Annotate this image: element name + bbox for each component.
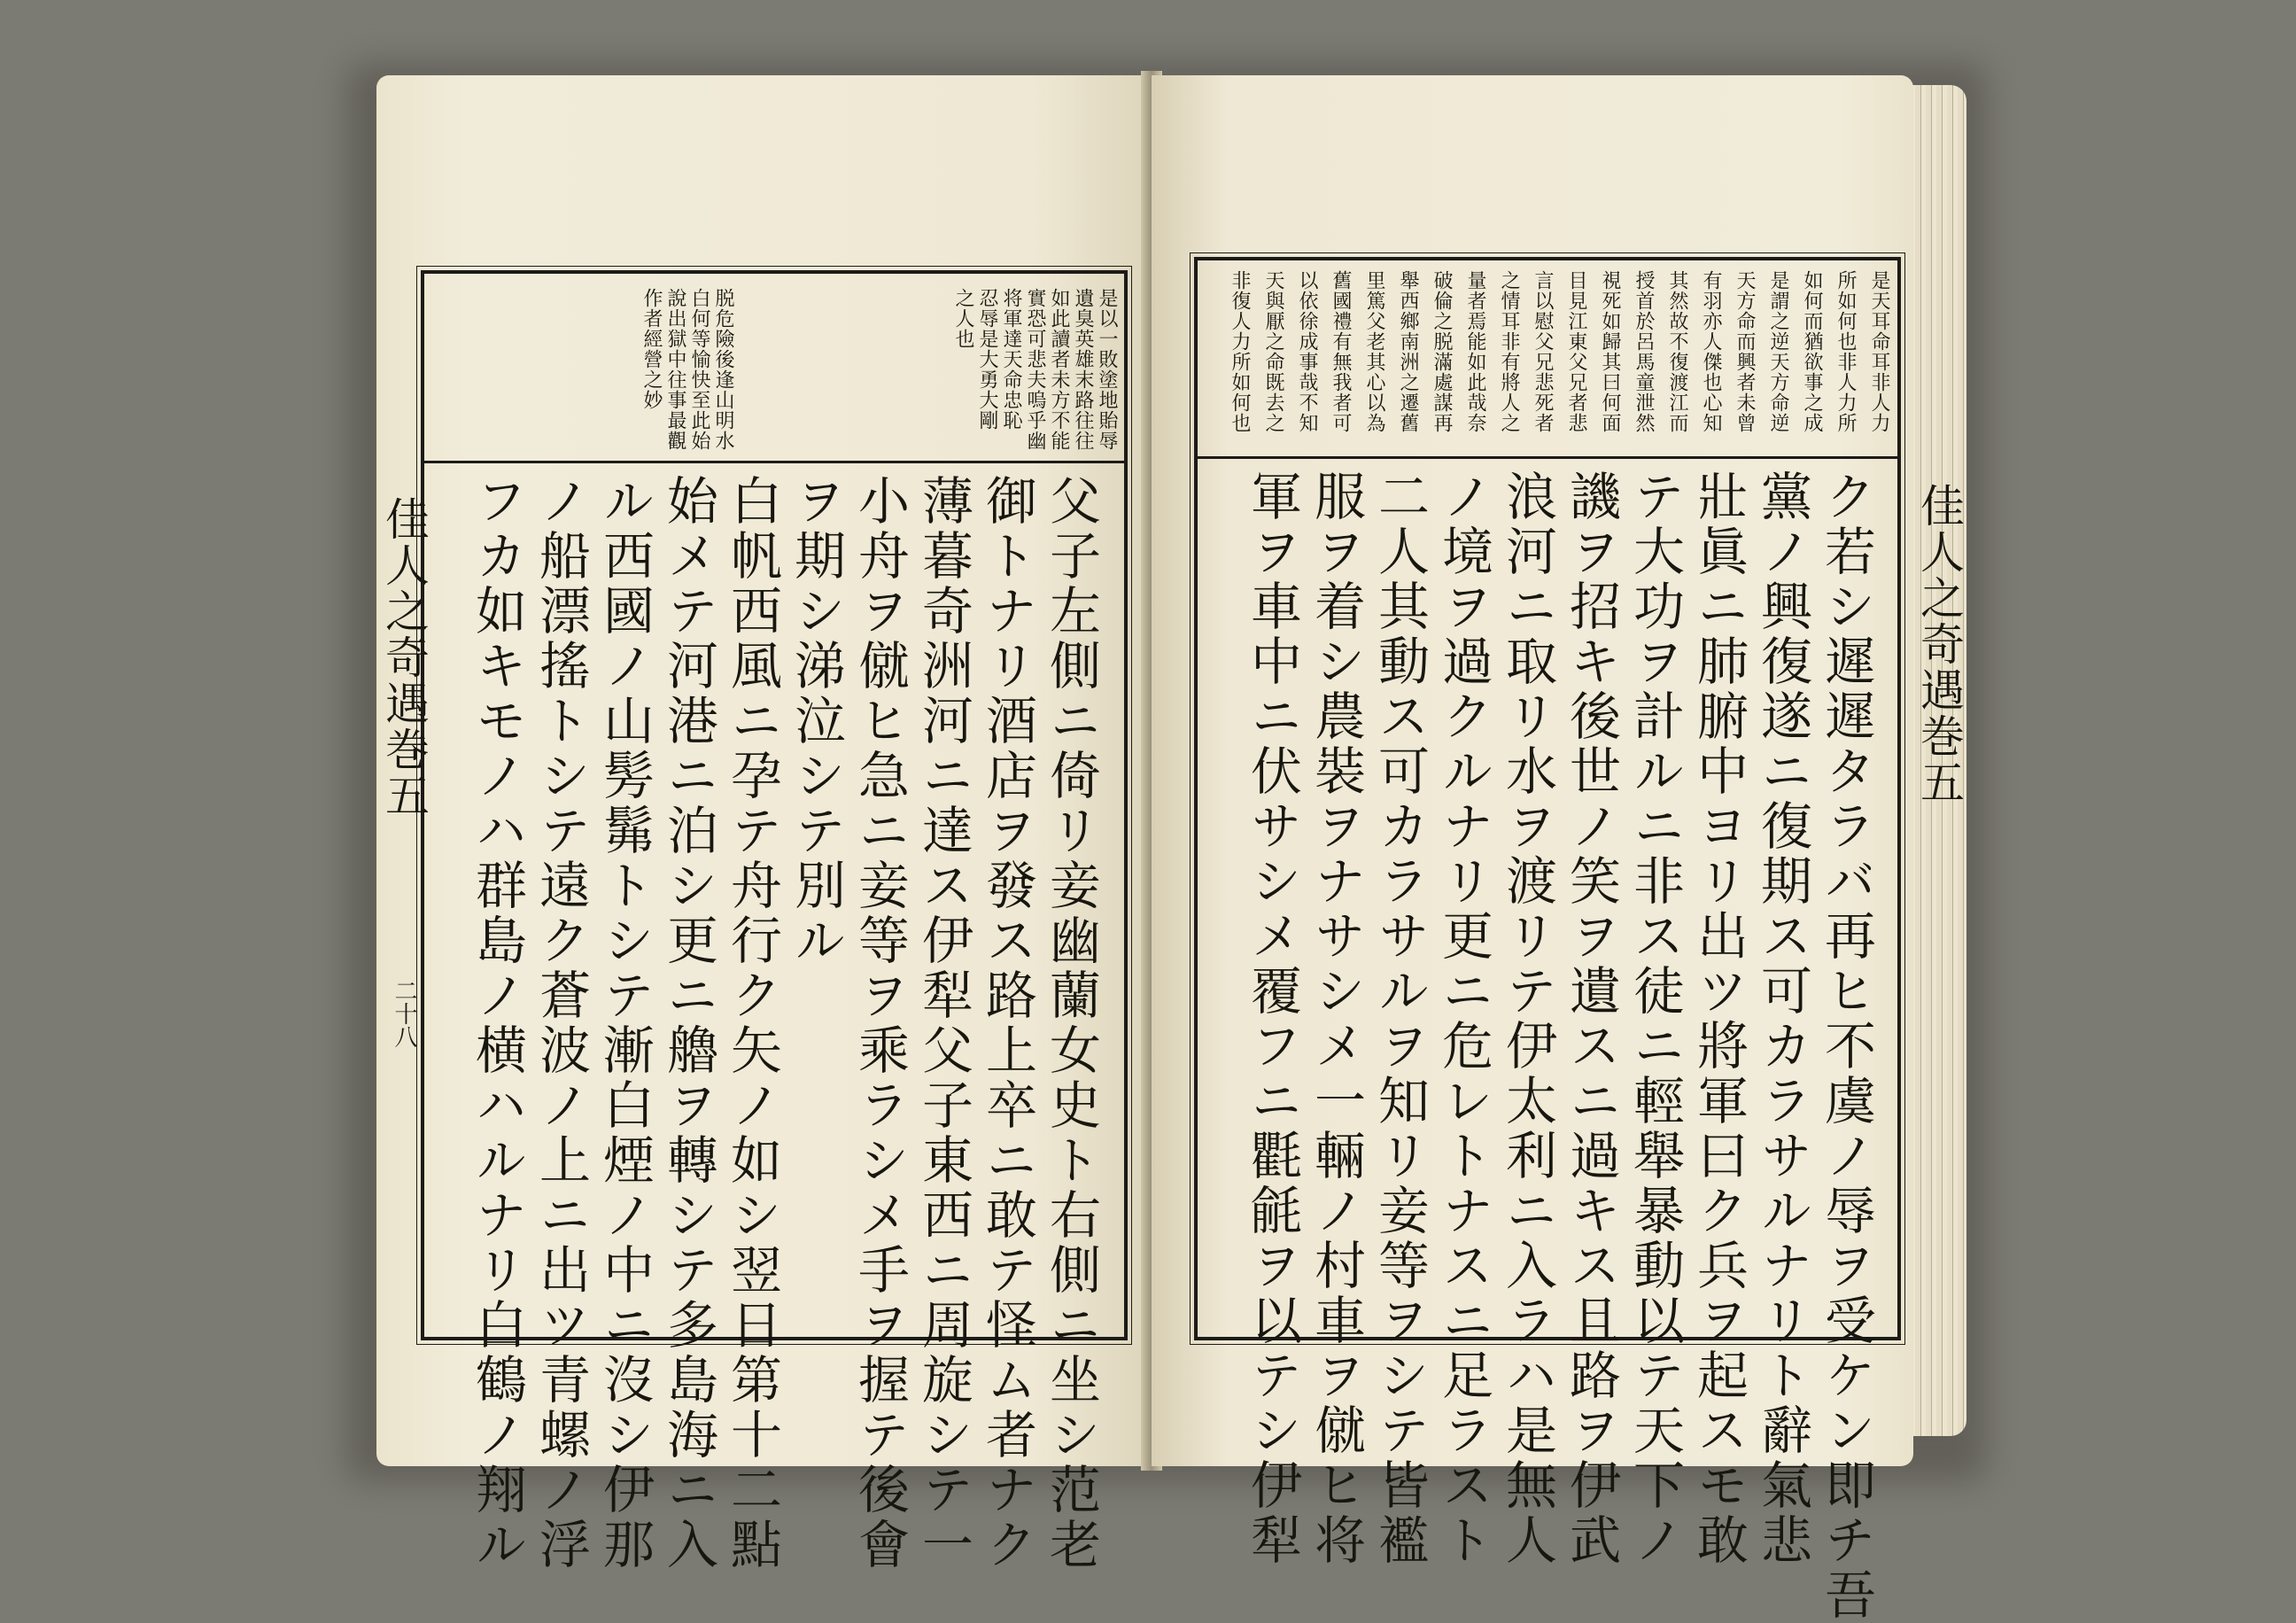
text-column: 始メテ河港ニ泊シ更ニ艪ヲ轉シテ多島海ニ入 <box>658 474 718 1573</box>
headnote-column: 白何等愉快至此始 <box>688 288 710 451</box>
headnote-column: 天與厭之命既去之 <box>1262 270 1284 433</box>
text-column: 小舟ヲ僦ヒ急ニ妾等ヲ乘ラシメ手ヲ握テ後會 <box>849 474 910 1573</box>
headnote-column: 舊國禮有無我者可 <box>1330 270 1352 433</box>
headnote-column: 以依徐成事哉不知 <box>1296 270 1318 433</box>
text-column: 白帆西風ニ孕テ舟行ク矢ノ如シ翌日第十二點 <box>722 474 782 1573</box>
headnote-column: 說出獄中往事最觀 <box>664 288 686 451</box>
text-column: ノ境ヲ過クルナリ更ニ危レトナスニ足ラスト <box>1433 470 1493 1568</box>
text-column: 譏ヲ招キ後世ノ笑ヲ遺スニ過キス且路ヲ伊武 <box>1561 470 1621 1568</box>
headnote-column: 言以慰父兄悲死者 <box>1532 270 1554 433</box>
headnote-column: 其然故不復渡江而 <box>1666 270 1688 433</box>
headnote-column: 破倫之脱滿處謀再 <box>1431 270 1453 433</box>
text-column: フカ如キモノハ群島ノ横ハルナリ白鶴ノ翔ル <box>467 474 527 1573</box>
text-column: 壯眞ニ肺腑中ヨリ出ツ將軍曰ク兵ヲ起スモ敢 <box>1688 470 1749 1568</box>
right-title-divider <box>1898 456 1901 1333</box>
headnote-column: 将軍達天命忠恥 <box>1000 288 1022 431</box>
left-running-title: 佳人之奇遇巻五 <box>378 496 430 819</box>
text-column: 薄暮奇洲河ニ達ス伊犁父子東西ニ周旋シテ一 <box>913 474 973 1573</box>
text-column: 御トナリ酒店ヲ發ス路上卒ニ敢テ怪ム者ナク <box>977 474 1037 1573</box>
text-column: 父子左側ニ倚リ妾幽蘭女史ト右側ニ坐シ范老 <box>1041 474 1101 1573</box>
headnote-column: 是以一敗塗地貽辱 <box>1096 288 1118 451</box>
headnote-column: 目見江東父兄者悲 <box>1565 270 1587 433</box>
text-column: 服ヲ着シ農裝ヲナサシメ一輛ノ村車ヲ僦ヒ将 <box>1306 470 1366 1568</box>
headnote-column: 非復人力所如何也 <box>1229 270 1251 433</box>
text-column: 浪河ニ取リ水ヲ渡リテ伊太利ニ入ラハ是無人 <box>1497 470 1557 1568</box>
headnote-column: 是謂之逆天方命逆 <box>1767 270 1789 433</box>
text-column: テ大功ヲ計ルニ非ス徒ニ輕舉暴動以テ天下ノ <box>1625 470 1685 1568</box>
text-column: ル西國ノ山髣髴トシテ漸白煙ノ中ニ沒シ伊那 <box>594 474 655 1573</box>
text-column: ヲ期シ涕泣シテ別ル <box>786 474 846 968</box>
text-column: 黨ノ興復遂ニ復期ス可カラサルナリト辭氣悲 <box>1752 470 1812 1568</box>
headnote-column: 忍辱是大勇大剛 <box>976 288 998 431</box>
headnote-column: 里篤父老其心以為 <box>1363 270 1385 433</box>
headnote-column: 所如何也非人力所 <box>1834 270 1857 433</box>
headnote-column: 視死如歸其曰何面 <box>1599 270 1621 433</box>
headnote-column: 天方命而興者未曾 <box>1734 270 1756 433</box>
headnote-column: 實恐可悲夫嗚乎幽 <box>1024 288 1046 451</box>
text-column: ク若シ遲遲タラバ再ヒ不虞ノ辱ヲ受ケン即チ吾 <box>1816 470 1876 1623</box>
headnote-column: 舉西鄉南洲之遷舊 <box>1397 270 1419 433</box>
text-column: ノ船漂搖トシテ遠ク蒼波ノ上ニ出ツ青螺ノ浮 <box>531 474 591 1573</box>
left-headnote-divider <box>421 461 1128 463</box>
headnote-column: 是天耳命耳非人力 <box>1868 270 1890 433</box>
headnote-column: 量者焉能如此哉奈 <box>1464 270 1486 433</box>
headnote-column: 如此讀者未方不能 <box>1048 288 1070 451</box>
headnote-column: 有羽亦人傑也心知 <box>1700 270 1722 433</box>
right-headnote-divider <box>1194 456 1901 459</box>
headnote-column: 之情耳非有將人之 <box>1498 270 1520 433</box>
headnote-column: 如何而猶欲事之成 <box>1801 270 1823 433</box>
headnote-column: 脱危險後逢山明水 <box>712 288 734 451</box>
headnote-column: 之人也 <box>952 288 974 349</box>
headnote-column: 作者經營之妙 <box>640 288 663 410</box>
headnote-column: 遺臭英雄末路往往 <box>1072 288 1094 451</box>
text-column: 二人其動ス可カラサルヲ知リ妾等ヲシテ皆襤 <box>1369 470 1430 1568</box>
headnote-column: 授首於呂馬童泄然 <box>1633 270 1655 433</box>
right-running-title: 佳人之奇遇巻五 <box>1913 483 1965 805</box>
left-folio: 二十八 <box>391 979 417 1048</box>
text-column: 軍ヲ車中ニ伏サシメ覆フニ氍毹ヲ以テシ伊犁 <box>1242 470 1302 1568</box>
